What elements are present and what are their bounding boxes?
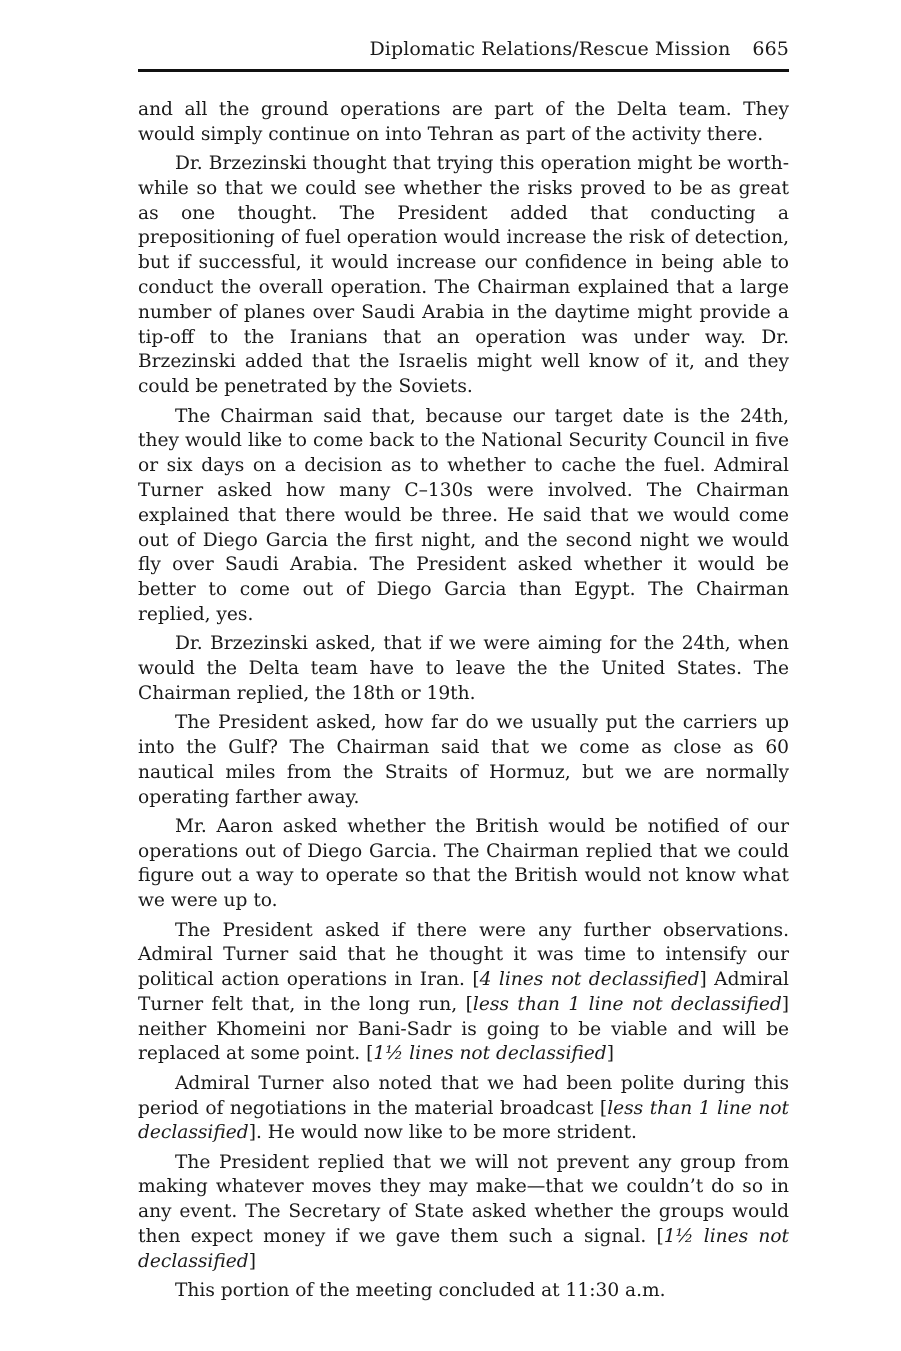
text-run: ]	[248, 1250, 256, 1272]
paragraph-5	[138, 711, 789, 810]
paragraph-10	[138, 1279, 789, 1304]
paragraph-2	[138, 152, 789, 400]
text-run: The Chairman said that, because our target date is the 24th, they would like to come back to the National Security Council in five or six days on a decision as to whether to cache the fuel. Admiral Turner asked how many C–130s were involved. The Chairman explained that there would be three. He said that we would come out of Diego Garcia the first night, and the second night we would fly over Saudi Arabia. The President asked whether it would be better to come out of Diego Garcia than Egypt. The Chairman replied, yes.	[138, 405, 789, 625]
text-run: This portion of the meeting concluded at 11:30 a.m.	[175, 1280, 666, 1302]
text-run: ] neither Khomeini nor Bani-Sadr is going to be viable and will be replaced at some point. [	[138, 993, 789, 1065]
paragraph-3	[138, 405, 789, 628]
paragraph-6	[138, 815, 789, 914]
editorial-note: less than 1 line not declassified	[138, 1097, 790, 1144]
paragraph-1	[138, 98, 789, 148]
paragraph-4	[138, 632, 789, 706]
text-run: Dr. Brzezinski asked, that if we were aiming for the 24th, when would the Delta team have to leave the the United States. The Chairman replied, the 18th or 19th.	[138, 633, 789, 704]
paragraph-8	[138, 1072, 789, 1146]
document-page	[138, 36, 789, 1308]
text-run: and all the ground operations are part of the Delta team. They would simply continue on into Tehran as part of the activity there.	[138, 99, 789, 145]
text-run: Dr. Brzezinski thought that trying this operation might be worthwhile so that we could see whether the risks proved to be as great as one thought. The President added that conducting a prepositioning of fuel operation would increase the risk of detection, but if successful, it would increase our confidence in being able to conduct the overall operation. The Chairman explained that a large number of planes over Saudi Arabia in the daytime might provide a tip-off to the Iranians that an operation was under way. Dr. Brzezinski added that the Israelis might well know of it, and they could be penetrated by the Soviets.	[138, 153, 789, 398]
paragraph-7	[138, 919, 789, 1068]
text-run: Admiral Turner also noted that we had been polite during this period of negotiations in the material broadcast [	[138, 1072, 789, 1119]
running-header	[138, 36, 789, 64]
text-run: ]	[606, 1043, 614, 1065]
editorial-note: less than 1 line not declassified	[472, 993, 782, 1015]
text-run: The President replied that we will not prevent any group from making whatever moves they may make—that we couldn’t do so in any event. The Secretary of State asked whether the groups would then expect money if we gave them such a signal. [	[138, 1151, 789, 1248]
running-title: Diplomatic Relations/Rescue Mission	[369, 38, 731, 60]
text-run: The President asked if there were any further observations. Admiral Turner said that he thought it was time to intensify our political action operations in Iran. [	[138, 919, 789, 991]
editorial-note: 1½ lines not declassified	[373, 1043, 607, 1065]
header-rule	[138, 69, 789, 72]
editorial-note: 1½ lines not declassified	[138, 1226, 789, 1272]
text-run: ]. He would now like to be more strident.	[248, 1122, 637, 1144]
paragraph-9	[138, 1151, 789, 1275]
text-run: The President asked, how far do we usually put the carriers up into the Gulf? The Chairman said that we come as close as 60 nautical miles from the Straits of Hormuz, but we are normally operating farther away.	[138, 712, 789, 808]
text-run: Mr. Aaron asked whether the British would be notified of our operations out of Diego Garcia. The Chairman replied that we could figure out a way to operate so that the British would not know what we were up to.	[138, 815, 789, 912]
editorial-note: 4 lines not declassified	[479, 969, 700, 991]
page-number: 665	[752, 38, 789, 60]
text-run: ] Admiral Turner felt that, in the long run, [	[138, 969, 789, 1015]
body-text	[138, 98, 789, 1304]
